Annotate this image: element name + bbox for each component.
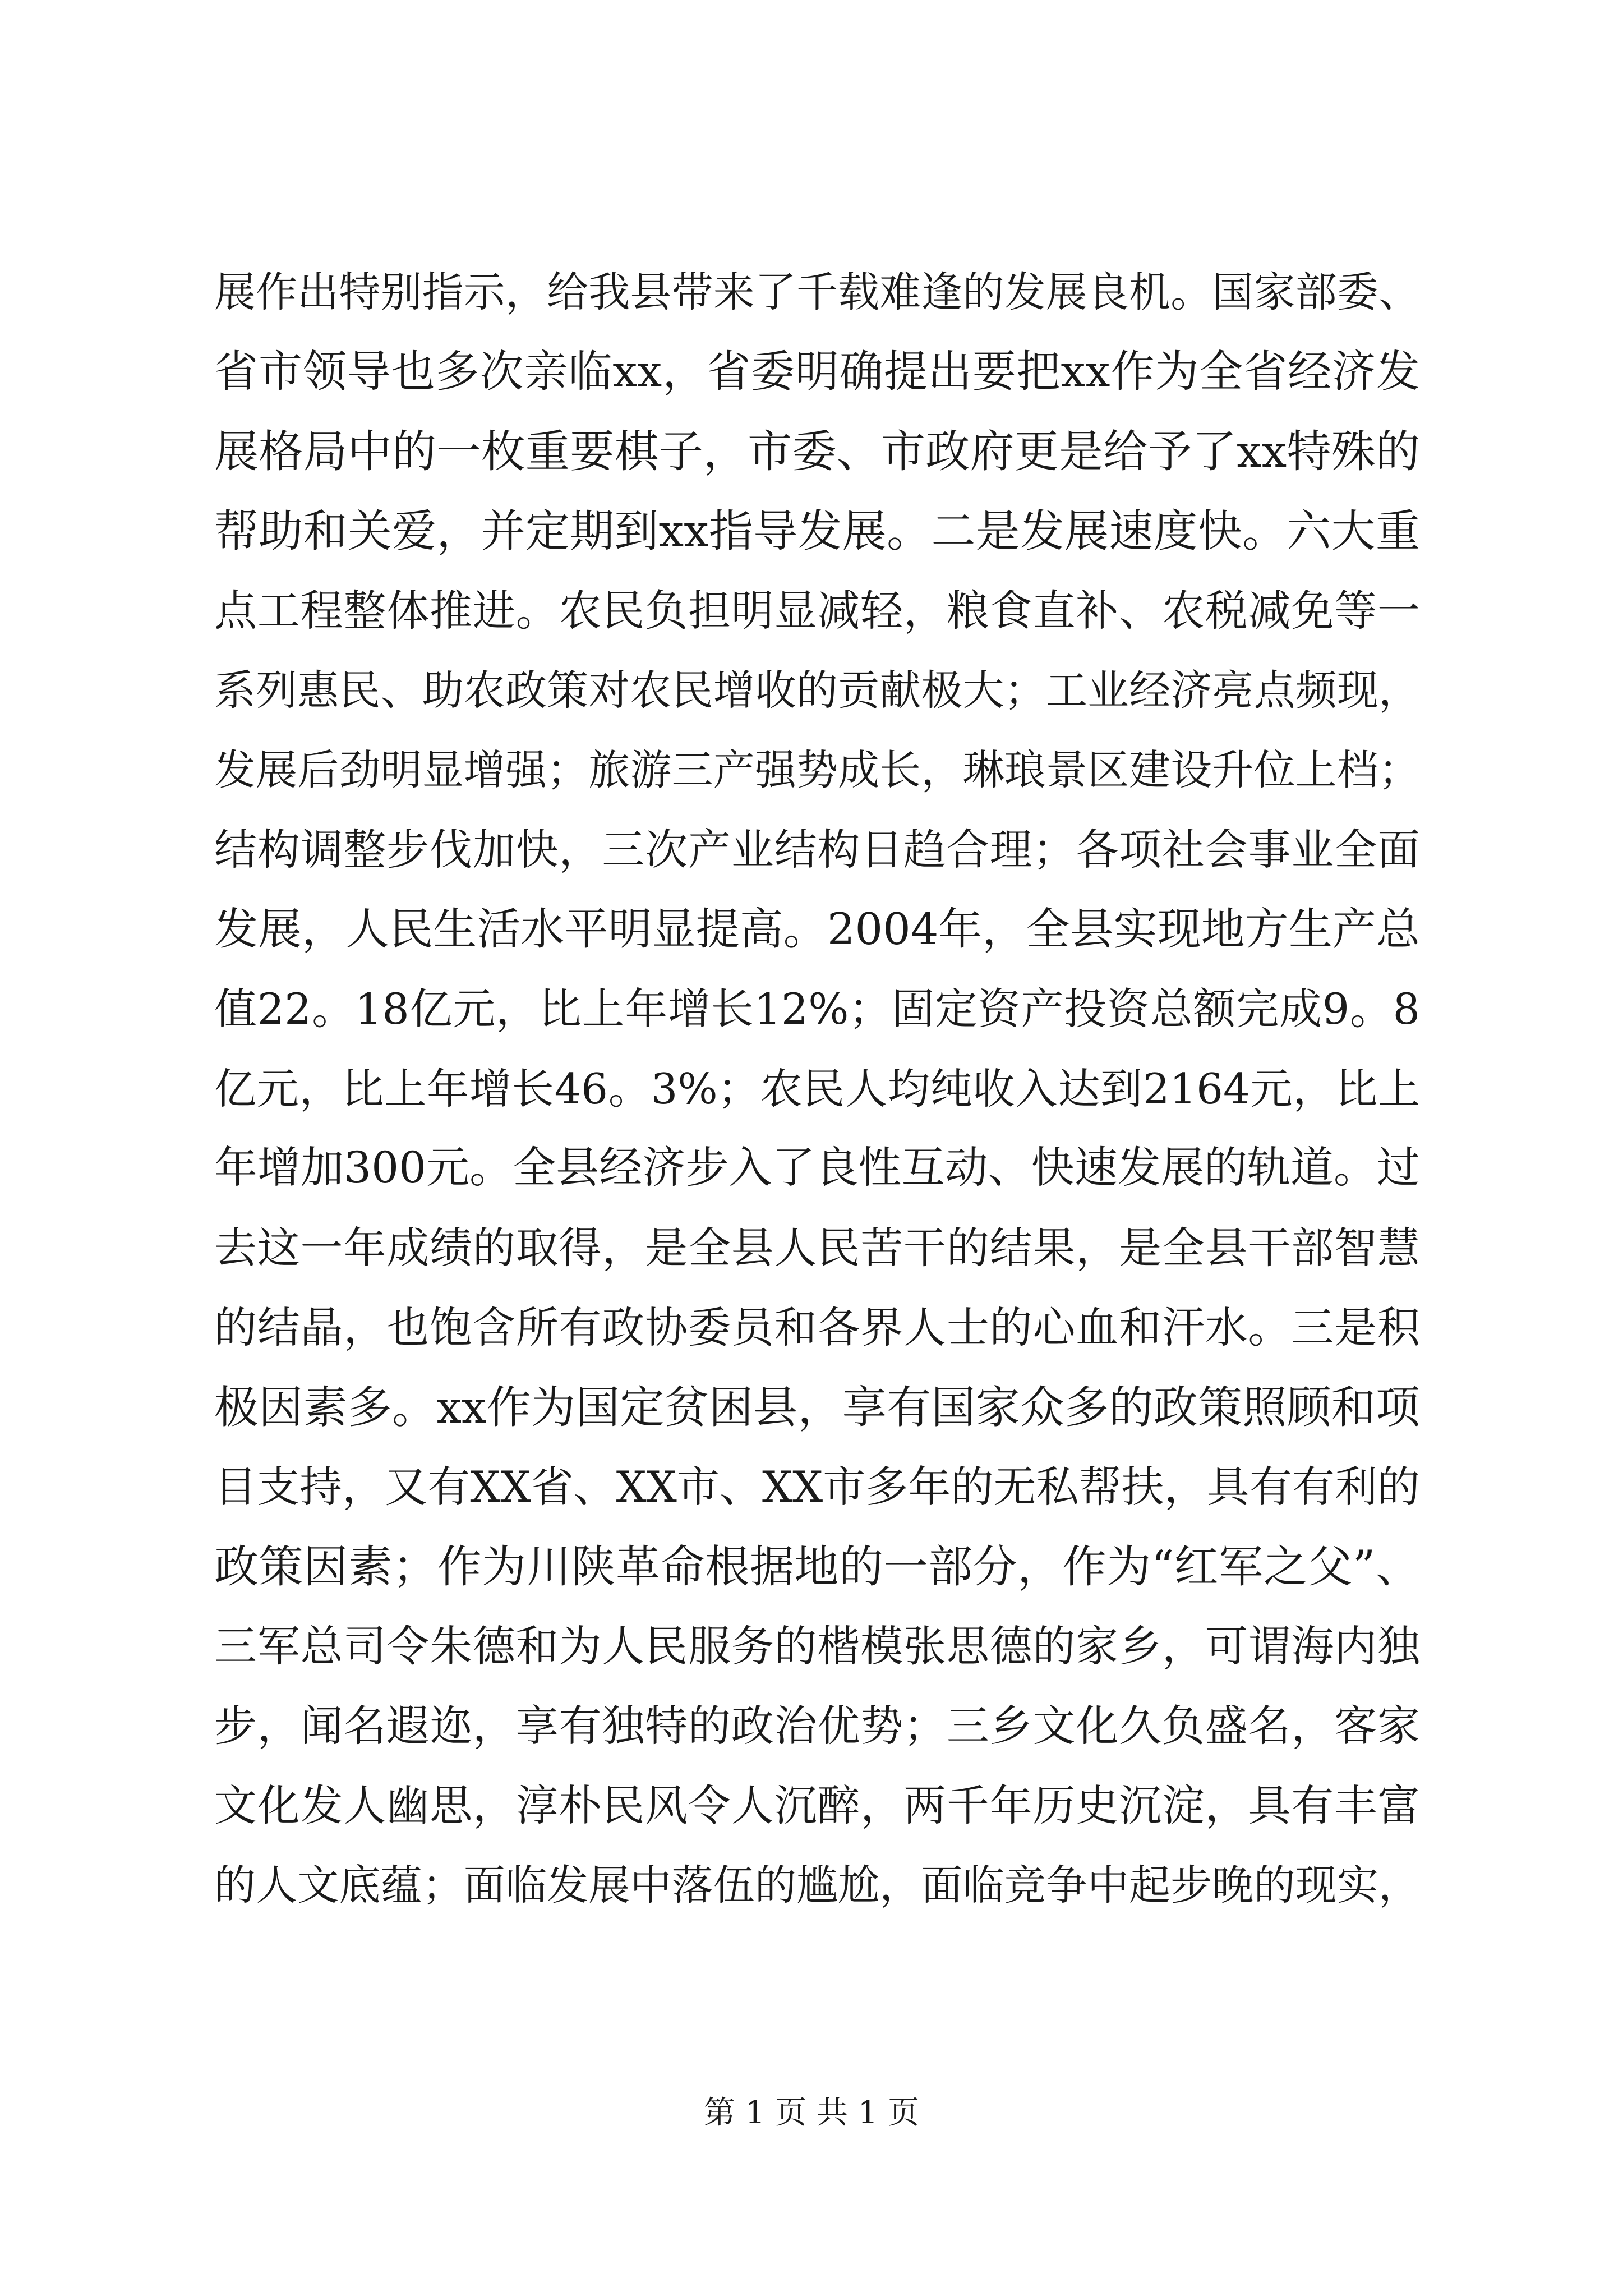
- text-line: 目支持，又有XX省、XX市、XX市多年的无私帮扶，具有有利的: [214, 1462, 1420, 1512]
- text-line: 的人文底蕴；面临发展中落伍的尴尬，面临竞争中起步晚的现实，: [214, 1861, 1420, 1910]
- text-line: 展格局中的一枚重要棋子，市委、市政府更是给予了xx特殊的: [214, 426, 1420, 477]
- text-line: 极因素多。xx作为国定贫困县，享有国家众多的政策照顾和项: [214, 1382, 1420, 1433]
- text-line: 三军总司令朱德和为人民服务的楷模张思德的家乡，可谓海内独: [214, 1621, 1420, 1671]
- text-line: 省市领导也多次亲临xx，省委明确提出要把xx作为全省经济发: [214, 347, 1420, 397]
- text-line: 帮助和关爱，并定期到xx指导发展。二是发展速度快。六大重: [214, 505, 1420, 557]
- text-line: 系列惠民、助农政策对农民增收的贡献极大；工业经济亮点频现，: [214, 666, 1420, 715]
- text-line: 展作出特别指示，给我县带来了千载难逢的发展良机。国家部委、: [214, 268, 1420, 316]
- text-line: 值22。18亿元，比上年增长12%；固定资产投资总额完成9。8: [214, 984, 1420, 1034]
- body-text: [214, 252, 1420, 1925]
- text-line: 文化发人幽思，淳朴民风令人沉醉，两千年历史沉淀，具有丰富: [214, 1780, 1420, 1830]
- text-line: 去这一年成绩的取得，是全县人民苦干的结果，是全县干部智慧: [214, 1223, 1420, 1273]
- text-line: 点工程整体推进。农民负担明显减轻，粮食直补、农税减免等一: [214, 586, 1420, 636]
- text-line: 政策因素；作为川陕革命根据地的一部分，作为“红军之父”、: [214, 1541, 1420, 1593]
- text-line: 亿元，比上年增长46。3%；农民人均纯收入达到2164元，比上: [214, 1064, 1420, 1114]
- text-line: 发展，人民生活水平明显提高。2004年，全县实现地方生产总: [214, 904, 1420, 955]
- text-line: 步，闻名遐迩，享有独特的政治优势；三乡文化久负盛名，客家: [214, 1701, 1420, 1751]
- text-line: 结构调整步伐加快，三次产业结构日趋合理；各项社会事业全面: [214, 825, 1420, 875]
- text-line: 发展后劲明显增强；旅游三产强势成长，琳琅景区建设升位上档；: [214, 746, 1420, 794]
- text-line: 年增加300元。全县经济步入了良性互动、快速发展的轨道。过: [214, 1143, 1420, 1193]
- page-number-label: 第 1 页 共 1 页: [703, 2095, 920, 2131]
- text-line: 的结晶，也饱含所有政协委员和各界人士的心血和汗水。三是积: [214, 1303, 1420, 1352]
- page-footer: [0, 2088, 1623, 2133]
